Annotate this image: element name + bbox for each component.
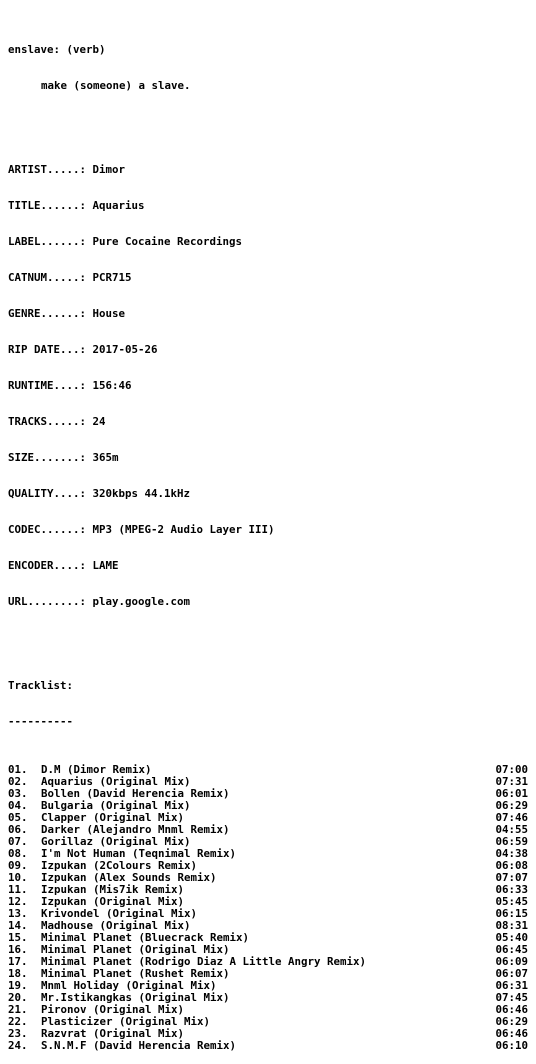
track-duration: 06:45 [495,943,528,956]
track-duration: 05:40 [495,931,528,944]
track-number: 22. [8,1015,28,1028]
track-title: Izpukan (Mis7ik Remix) [41,884,185,896]
track-title: Madhouse (Original Mix) [41,920,191,932]
track-row [8,980,528,992]
track-number: 10. [8,871,28,884]
track-title: Krivondel (Original Mix) [41,908,198,920]
track-row [8,1028,528,1040]
track-title: Minimal Planet (Original Mix) [41,944,230,956]
track-duration: 06:29 [495,1015,528,1028]
track-number: 02. [8,775,28,788]
track-number: 03. [8,787,28,800]
track-duration: 07:46 [495,811,528,824]
track-row [8,896,528,908]
tracklist-heading: Tracklist: [8,679,74,692]
definition-meaning-line: make (someone) a slave. [41,79,191,92]
track-row [8,860,528,872]
track-duration: 06:07 [495,967,528,980]
track-row [8,836,528,848]
track-duration: 07:45 [495,991,528,1004]
track-duration: 07:07 [495,871,528,884]
track-title: Izpukan (Original Mix) [41,896,185,908]
track-row [8,1016,528,1028]
track-number: 13. [8,907,28,920]
track-title: Mnml Holiday (Original Mix) [41,980,217,992]
track-duration: 04:55 [495,823,528,836]
track-row [8,812,528,824]
track-title: Izpukan (2Colours Remix) [41,860,198,872]
track-row [8,1004,528,1016]
spacer [8,632,536,644]
track-title: Plasticizer (Original Mix) [41,1016,211,1028]
track-duration: 06:59 [495,835,528,848]
track-duration: 07:31 [495,775,528,788]
track-title: Mr.Istikangkas (Original Mix) [41,992,230,1004]
track-duration: 06:08 [495,859,528,872]
track-title: Minimal Planet (Rushet Remix) [41,968,230,980]
track-duration: 04:38 [495,847,528,860]
track-number: 05. [8,811,28,824]
track-title: Clapper (Original Mix) [41,812,185,824]
track-row [8,920,528,932]
track-duration: 06:10 [495,1039,528,1052]
track-duration: 06:33 [495,883,528,896]
track-title: Razvrat (Original Mix) [41,1028,185,1040]
spacer [8,116,536,128]
track-duration: 06:01 [495,787,528,800]
info-codec: CODEC......: MP3 (MPEG-2 Audio Layer III) [8,523,275,536]
track-number: 09. [8,859,28,872]
track-number: 06. [8,823,28,836]
track-number: 20. [8,991,28,1004]
track-number: 16. [8,943,28,956]
track-number: 11. [8,883,28,896]
info-quality: QUALITY....: 320kbps 44.1kHz [8,487,191,500]
track-duration: 08:31 [495,919,528,932]
track-duration: 06:31 [495,979,528,992]
info-genre: GENRE......: House [8,307,126,320]
info-runtime: RUNTIME....: 156:46 [8,379,132,392]
track-number: 08. [8,847,28,860]
info-catnum: CATNUM.....: PCR715 [8,271,132,284]
track-duration: 06:46 [495,1027,528,1040]
track-number: 24. [8,1039,28,1052]
track-number: 07. [8,835,28,848]
track-title: D.M (Dimor Remix) [41,764,152,776]
track-row [8,824,528,836]
tracklist-underline: ---------- [8,715,74,728]
track-title: Izpukan (Alex Sounds Remix) [41,872,217,884]
info-rip-date: RIP DATE...: 2017-05-26 [8,343,158,356]
track-number: 17. [8,955,28,968]
track-duration: 06:46 [495,1003,528,1016]
info-label: LABEL......: Pure Cocaine Recordings [8,235,243,248]
track-duration: 06:15 [495,907,528,920]
track-row [8,884,528,896]
definition-word-line: enslave: (verb) [8,43,106,56]
track-number: 01. [8,763,28,776]
track-row [8,800,528,812]
track-title: Bollen (David Herencia Remix) [41,788,230,800]
track-title: Aquarius (Original Mix) [41,776,191,788]
track-row [8,1040,528,1052]
track-title: Pironov (Original Mix) [41,1004,185,1016]
info-size: SIZE.......: 365m [8,451,119,464]
info-encoder: ENCODER....: LAME [8,559,119,572]
track-row [8,788,528,800]
info-title: TITLE......: Aquarius [8,199,145,212]
track-row [8,872,528,884]
track-duration: 07:00 [495,763,528,776]
track-number: 15. [8,931,28,944]
info-artist: ARTIST.....: Dimor [8,163,126,176]
track-row [8,944,528,956]
track-duration: 05:45 [495,895,528,908]
track-number: 21. [8,1003,28,1016]
track-list [8,764,536,1052]
track-title: Minimal Planet (Bluecrack Remix) [41,932,250,944]
track-title: Gorillaz (Original Mix) [41,836,191,848]
track-duration: 06:29 [495,799,528,812]
track-number: 23. [8,1027,28,1040]
track-row [8,764,528,776]
track-row [8,848,528,860]
track-title: Minimal Planet (Rodrigo Diaz A Little Angry Remix) [41,956,367,968]
info-tracks: TRACKS.....: 24 [8,415,106,428]
track-title: Darker (Alejandro Mnml Remix) [41,824,230,836]
track-row [8,956,528,968]
track-row [8,932,528,944]
track-row [8,992,528,1004]
track-row [8,968,528,980]
info-url: URL........: play.google.com [8,595,191,608]
track-number: 19. [8,979,28,992]
track-title: S.N.M.F (David Herencia Remix) [41,1040,237,1052]
track-number: 12. [8,895,28,908]
track-title: I'm Not Human (Teqnimal Remix) [41,848,237,860]
track-number: 04. [8,799,28,812]
track-row [8,776,528,788]
track-duration: 06:09 [495,955,528,968]
track-number: 18. [8,967,28,980]
track-title: Bulgaria (Original Mix) [41,800,191,812]
track-number: 14. [8,919,28,932]
track-row [8,908,528,920]
